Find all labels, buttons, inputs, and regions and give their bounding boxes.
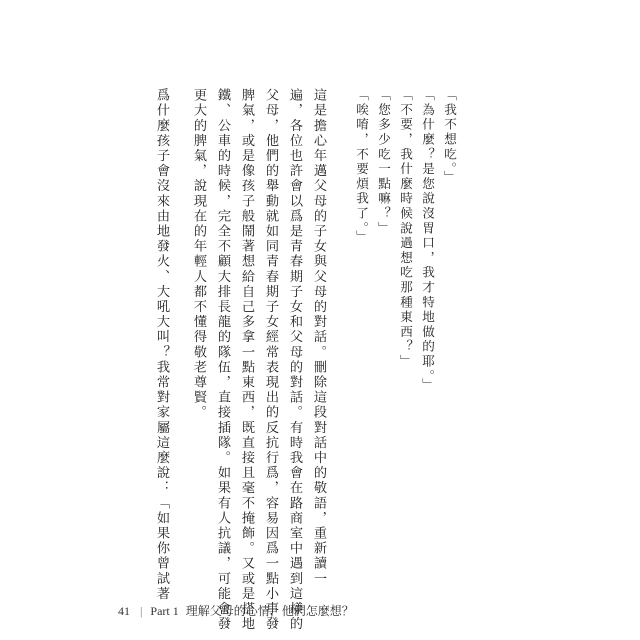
page-footer: [118, 602, 358, 619]
dialogue-line-5: 「唉唷，不要煩我了。」: [354, 88, 369, 245]
body-line-2: 遍，各位也許會以爲是青春期子女和父母的對話。有時我會在路商室中遇到這樣的: [287, 88, 302, 632]
body-line-6: 更大的脾氣，說現在的年輕人都不懂得敬老尊賢。: [191, 88, 206, 421]
body-line-3: 父母，他們的舉動就如同青春期子女經常表現出的反抗行爲，容易因爲一點小事發: [263, 88, 278, 632]
dialogue-line-1: 「我不想吃。」: [442, 88, 457, 186]
dialogue-line-4: 「您多少吃一點嘛？」: [376, 88, 391, 236]
dialogue-line-3: 「不要，我什麼時候說過想吃那種東西？」: [398, 88, 413, 370]
page-number: 41: [118, 604, 130, 618]
footer-separator: |: [140, 604, 143, 618]
part-label: Part 1: [150, 604, 179, 618]
dialogue-line-2: 「為什麼？是您說沒胃口，我才特地做的耶。」: [420, 88, 435, 393]
chapter-title: 理解父母的心情，他們怎麼想？: [185, 604, 354, 618]
body-line-4: 脾氣，或是像孩子般鬧著想給自己多拿一點東西，既直接且毫不掩飾。又或是搭地: [239, 88, 254, 632]
body-line-1: 這是擔心年邁父母的子女與父母的對話。刪除這段對話中的敬語，重新讀一: [311, 88, 326, 587]
body-line-7: 爲什麼孩子會沒來由地發火、大吼大叫？我常對家屬這麼說：「如果你曾試著: [154, 88, 169, 602]
body-line-5: 鐵、公車的時候，完全不顧大排長龍的隊伍，直接插隊。如果有人抗議，可能會發: [215, 88, 230, 632]
